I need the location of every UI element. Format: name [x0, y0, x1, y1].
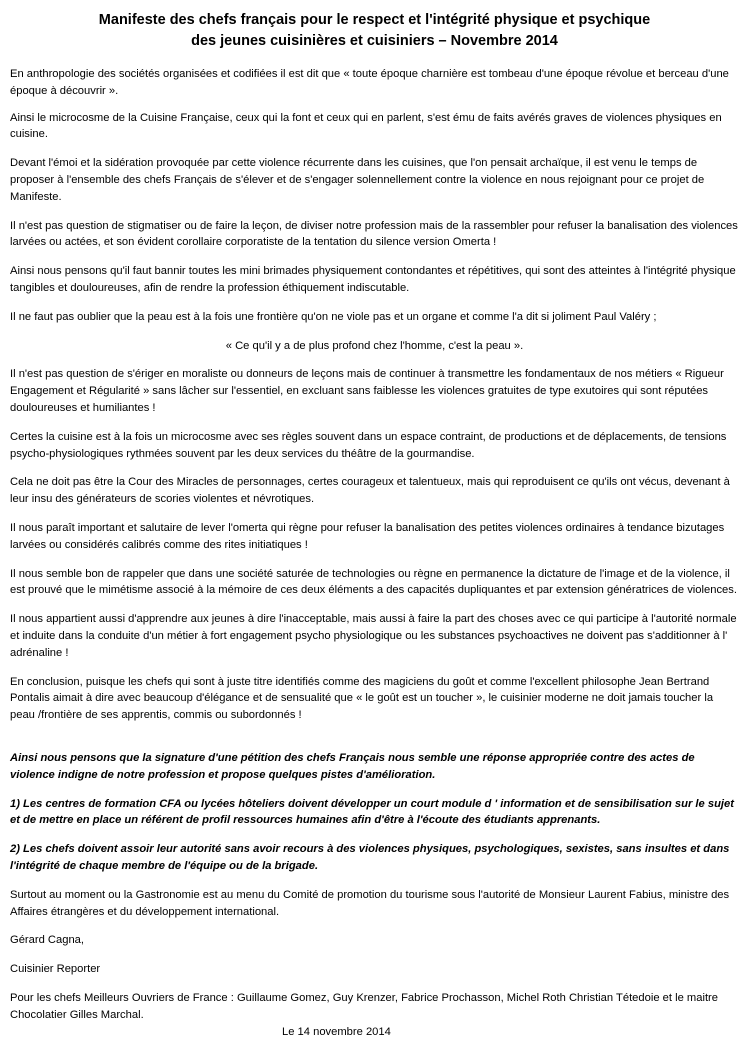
- page-title-line-1: Manifeste des chefs français pour le respect et l'intégrité physique et psychique: [98, 12, 651, 28]
- paragraph-moraliste: Il n'est pas question de s'ériger en moraliste ou donneurs de leçons mais de continuer à transmettre les fondamentaux de nos métiers « Rigueur Engagement et Régularité » sans lâcher sur l'essentiel, en excluant sans faiblesse les violences gratuites de type exutoires qui sont réputées douloureuses et humiliantes !: [10, 368, 724, 414]
- paragraph-technologies: Il nous semble bon de rappeler que dans une société saturée de technologies ou règne en permanence la dictature de l'image et de la violence, il est prouvé que le mimétisme associé à la mémoire de ces deux éléments a des capacités dupliquantes et par extension génératrices de violences.: [10, 567, 737, 597]
- signatories-note: Pour les chefs Meilleurs Ouvriers de France : Guillaume Gomez, Guy Krenzer, Fabrice Prochasson, Michel Roth Christian Tétedoie et le maitre Chocolatier Gilles Marchal.: [10, 991, 719, 1021]
- paragraph-cour-des-miracles: Cela ne doit pas être la Cour des Miracles de personnages, certes courageux et talentueux, mais qui reproduisent ce qu'ils ont vécus, devenant à leur insu des générateurs de scories violentes et névrotiques.: [10, 476, 730, 506]
- document-date: Le 14 novembre 2014: [282, 1025, 391, 1038]
- paragraph-intro-2: Ainsi le microcosme de la Cuisine Française, ceux qui la font et ceux qui en parlent, s'est ému de faits avérés graves de violences physiques en cuisine.: [10, 111, 722, 141]
- page-title-line-2: des jeunes cuisinières et cuisiniers – Novembre 2014: [191, 33, 558, 50]
- proposal-item-1: 1) Les centres de formation CFA ou lycées hôteliers doivent développer un court module d ' information et de sensibilisation sur le sujet et de mettre en place un référent de profil ressources humaines afin d'être à l'écoute des étudiants apprenants.: [10, 797, 734, 827]
- paragraph-omerta: Il nous paraît important et salutaire de lever l'omerta qui règne pour refuser la banalisation des petites violences ordinaires à tendance bizutages larvées ou considérés calibrés comme des rites initiatiques !: [10, 521, 725, 551]
- footer: [10, 990, 739, 1040]
- paragraph-conclusion: En conclusion, puisque les chefs qui sont à juste titre identifiés comme des magiciens du goût et comme l'excellent philosophe Jean Bertrand Pontalis aimait à dire avec beaucoup d'élégance et de sensualité que « le goût est un toucher », le cuisinier moderne ne doit jamais toucher la peau /frontière de ses apprentis, commis ou subordonnés !: [10, 675, 714, 722]
- section-divider: [10, 736, 739, 750]
- paragraph-jeunes: Il nous appartient aussi d'apprendre aux jeunes à dire l'inacceptable, mais aussi à faire la part des choses avec ce qui participe à l'autorité normale et induite dans la conduite d'un métier à fort engagement psycho physiologique ou les substances psychoactives ne doivent pas s'additionner à l' adrénaline !: [10, 613, 737, 659]
- paragraph-petition: Ainsi nous pensons que la signature d'une pétition des chefs Français nous semble une réponse appropriée contre des actes de violence indigne de notre profession et propose quelques pistes d'amélioration.: [10, 751, 695, 781]
- paragraph-intro-1: En anthropologie des sociétés organisées et codifiées il est dit que « toute époque charnière est tombeau d'une époque révolue et berceau d'une époque à découvrir ».: [10, 68, 729, 97]
- quote-valery: « Ce qu'il y a de plus profond chez l'homme, c'est la peau ».: [225, 339, 524, 352]
- paragraph-gastronomie: Surtout au moment ou la Gastronomie est au menu du Comité de promotion du tourisme sous l'autorité de Monsieur Laurent Fabius, ministre des Affaires étrangères et du développement international.: [10, 888, 730, 918]
- signature-role: Cuisinier Reporter: [10, 963, 101, 976]
- paragraph-emoi: Devant l'émoi et la sidération provoquée par cette violence récurrente dans les cuisines, que l'on pensait archaïque, il est venu le temps de proposer à l'ensemble des chefs Français de s'élever et de s'engager solennellement contre la violence en nous rejoignant pour ce projet de Manifeste.: [10, 157, 705, 203]
- paragraph-peau: Il ne faut pas oublier que la peau est à la fois une frontière qu'on ne viole pas et un organe et comme l'a dit si joliment Paul Valéry ;: [10, 310, 657, 323]
- signature-name: Gérard Cagna,: [10, 934, 85, 947]
- paragraph-brimades: Ainsi nous pensons qu'il faut bannir toutes les mini brimades physiquement contondantes et répétitives, qui sont des atteintes à l'intégrité physique tangibles et douloureuses, afin de rendre la profession éthiquement indiscutable.: [10, 265, 736, 294]
- page-title: [24, 10, 725, 52]
- paragraph-microcosme: Certes la cuisine est à la fois un microcosme avec ses règles souvent dans un espace contraint, de productions et de déplacements, de tensions psycho-physiologiques rythmées souvent par les deux services du théâtre de la gourmandise.: [10, 430, 727, 460]
- proposal-item-2: 2) Les chefs doivent assoir leur autorité sans avoir recours à des violences physiques, psychologiques, sexistes, sans insultes et dans l'intégrité de chaque membre de l'équipe ou de la brigade.: [10, 843, 730, 872]
- paragraph-stigmatiser: Il n'est pas question de stigmatiser ou de faire la leçon, de diviser notre profession mais de la rassembler pour refuser la banalisation des violences larvées ou actées, et son évident corollaire corporatiste de la tentation du silence version Omerta !: [10, 219, 738, 249]
